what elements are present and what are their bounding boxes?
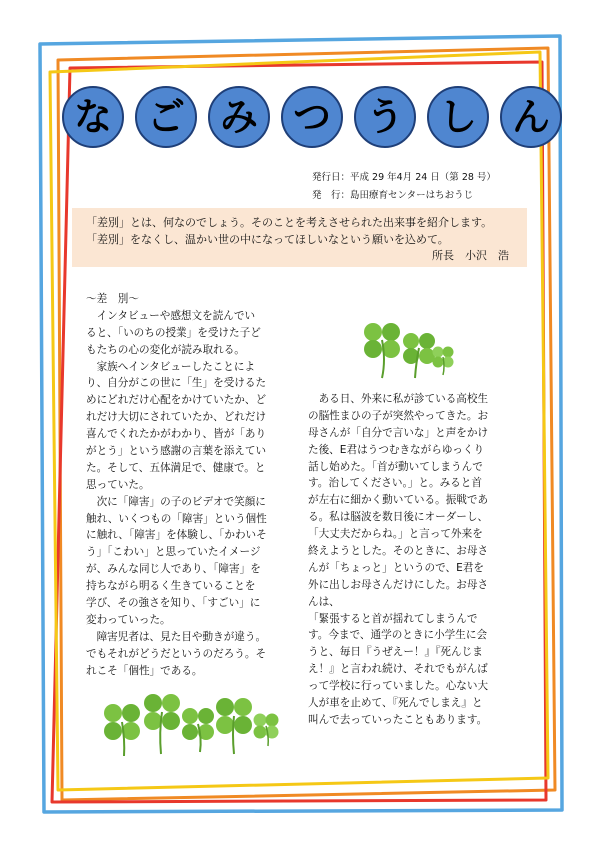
title-char-2: ご: [135, 86, 197, 148]
body-line: 次に「障害」の子のビデオで笑顔に: [86, 495, 266, 508]
message-line: 「差別」とは、何なのでしょう。そのことを考えさせられた出来事を紹介します。: [86, 216, 493, 229]
right-article-column: [308, 391, 518, 729]
title-char-7: ん: [500, 86, 562, 148]
body-line: の脳性まひの子が突然やってきた。お: [308, 409, 489, 422]
clover-row-illustration: [104, 694, 279, 756]
title-char-6: し: [427, 86, 489, 148]
publication-info: [312, 168, 496, 204]
body-line: 終えようとした。そのときに、お母さ: [308, 545, 489, 558]
body-line: 家族へインタビューしたことによ: [86, 360, 256, 373]
left-article-column: [86, 291, 306, 679]
body-line: 触れ、いくつもの「障害」という個性: [86, 512, 267, 525]
body-line: んが「ちょっと」というので、E君を: [308, 561, 484, 574]
body-line: る。私は脳波を数日後にオーダーし、: [308, 511, 489, 524]
body-line: れこそ「個性」である。: [86, 664, 203, 677]
body-line: 外に出しお母さんだけにした。お母さ: [308, 578, 489, 591]
body-line: 変わっていった。: [86, 613, 171, 626]
body-line: 叫んで去っていったこともあります。: [308, 713, 488, 726]
title-char-3: み: [208, 86, 270, 148]
body-line: 「緊張すると首が揺れてしまうんで: [308, 612, 478, 625]
body-line: がとう」という感謝の言葉を添えてい: [86, 445, 267, 458]
body-line: ある日、外来に私が診ている高校生: [308, 393, 489, 405]
body-line: 障害児者は、見た目や動きが違う。: [86, 630, 267, 643]
body-line: た後、E君はうつむきながらゆっくり: [308, 443, 485, 456]
title-char-4: つ: [281, 86, 343, 148]
message-signature: 所長 小沢 浩: [432, 249, 509, 262]
body-line: インタビューや感想文を読んでい: [86, 309, 256, 322]
body-line: り、自分がこの世に「生」を受けるた: [86, 377, 267, 390]
body-line: 話し始めた。「首が動いてしまうんで: [308, 460, 483, 473]
body-line: めにどれだけ心配をかけていたか、ど: [86, 394, 267, 407]
body-line: 喜んでくれたかがわかり、皆が「あり: [86, 428, 267, 441]
body-line: う」「こわい」と思っていたイメージ: [86, 546, 261, 559]
publisher: 発 行：島田療育センターはちおうじ: [312, 190, 474, 201]
title-char-5: う: [354, 86, 416, 148]
newsletter-title: [62, 86, 562, 160]
message-line: 「差別」をなくし、温かい世の中になってほしいなという願いを込めて。: [86, 232, 449, 246]
body-line: た。そして、五体満足で、健康で。と: [86, 461, 266, 474]
body-line: 持ちながら明るく生きていることを: [86, 580, 256, 593]
body-line: って学校に行っていました。心ない大: [308, 680, 489, 693]
body-line: んは、: [308, 595, 340, 608]
body-line: 「大丈夫だからね。」と言って外来を: [308, 528, 483, 541]
clover-illustration: [364, 323, 454, 378]
director-message: [72, 208, 527, 267]
body-line: 人が車を止めて、『死んでしまえ』と: [308, 697, 483, 710]
body-line: うと、毎日『うぜえー！』『死んじま: [308, 646, 483, 659]
body-line: もたちの心の変化が読み取れる。: [86, 343, 245, 356]
body-line: 思っていた。: [86, 478, 150, 491]
body-line: え！』と言われ続け、それでもがんば: [308, 663, 488, 676]
section-heading: ～差 別～: [86, 293, 139, 305]
body-line: す。今まで、通学のときに小学生に会: [308, 629, 488, 642]
body-line: れだけ大切にされていたか、どれだけ: [86, 411, 267, 424]
issue-date: 発行日：平成 29 年4月 24 日（第 28 号）: [312, 172, 496, 183]
body-line: ると、「いのちの授業」を受けた子ど: [86, 326, 261, 339]
body-line: 学び、その強さを知り、「すごい」に: [86, 597, 261, 610]
title-char-1: な: [62, 86, 124, 148]
body-line: が左右に細かく動いている。振戦であ: [308, 494, 489, 507]
body-line: でもそれがどうだというのだろう。そ: [86, 647, 267, 660]
body-line: に触れ、「障害」を体験し、「かわいそ: [86, 529, 267, 542]
body-line: す。治してください。」と。みると首: [308, 477, 482, 490]
body-line: 母さんが「自分で言いな」と声をかけ: [308, 426, 489, 439]
body-line: が、みんな同じ人であり、「障害」を: [86, 563, 261, 576]
